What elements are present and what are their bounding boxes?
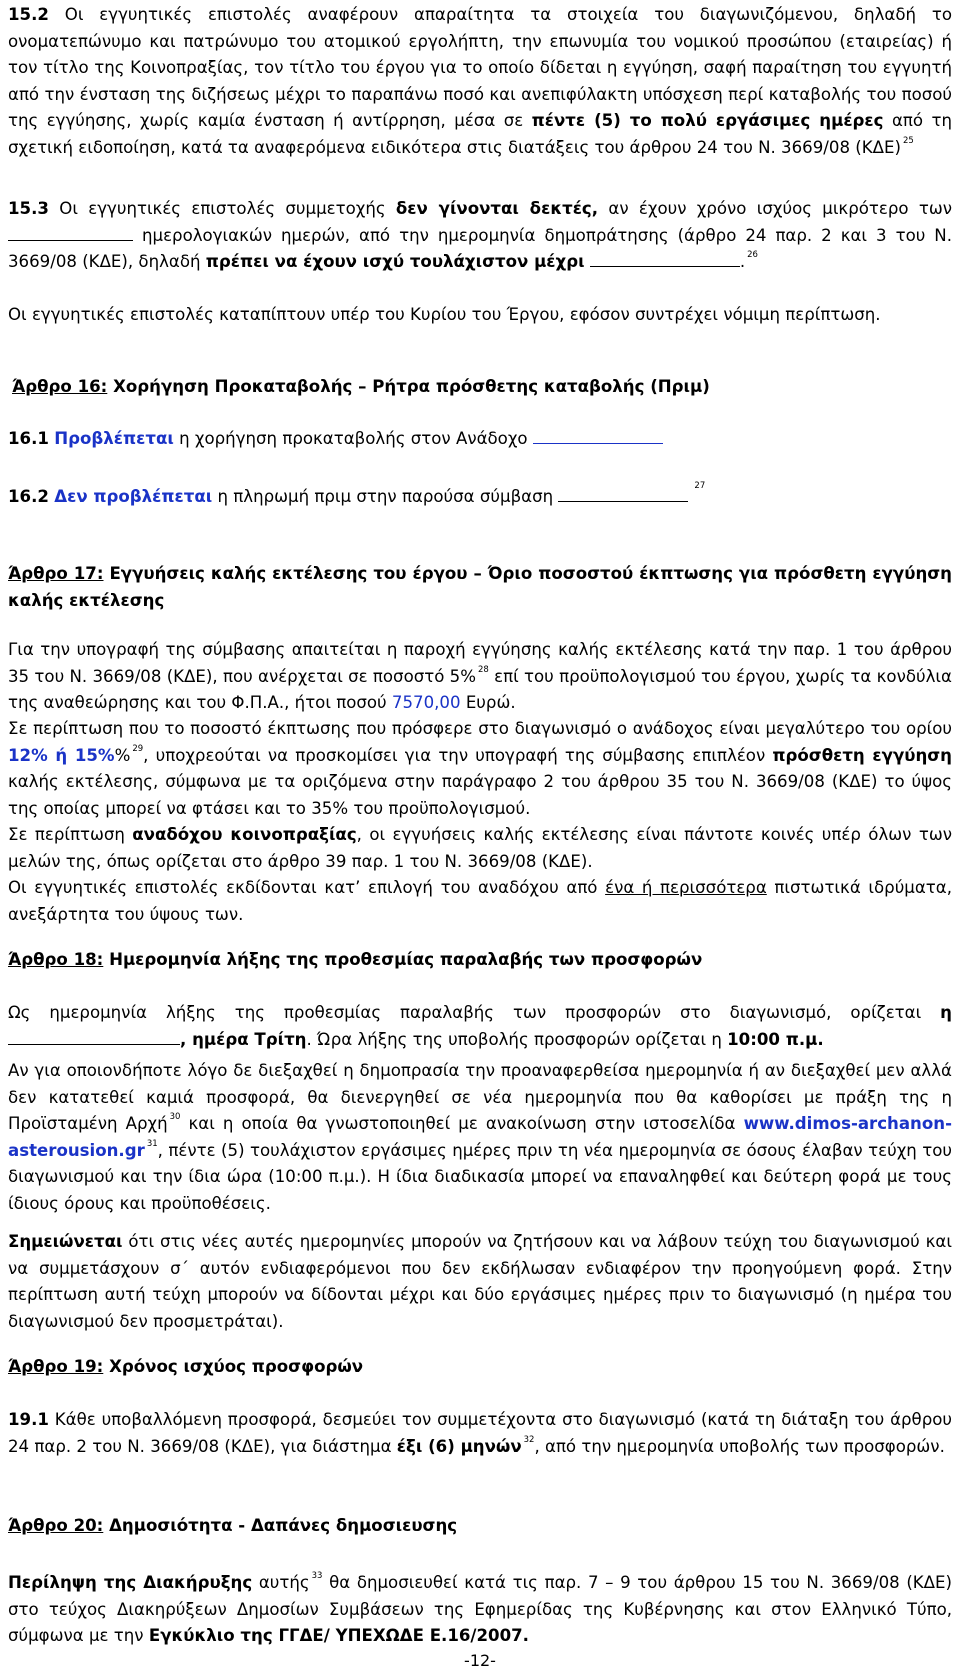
blank-days (8, 224, 133, 241)
paragraph-15-3-forfeit: Οι εγγυητικές επιστολές καταπίπτουν υπέρ του Κυρίου του Έργου, εφόσον συντρέχει νόμιμη περίπτωση. (8, 305, 881, 324)
footnote-ref-29: 29 (132, 743, 144, 754)
website-link[interactable]: www.dimos-archanon-asterousion.gr (8, 1114, 952, 1160)
paragraph-18-3: Σημειώνεται ότι στις νέες αυτές ημερομηνίες μπορούν να ζητήσουν και να λάβουν τεύχη του διαγωνισμού και να συμμετάσχουν σ΄ αυτόν ενδιαφερόμενοι που δεν εκδήλωσαν ενδιαφέρον την προηγούμενη φορά. Στην περίπτωση αυτή τεύχη μπορούν να δίδονται μέχρι και δύο εργάσιμες ημέρες πριν το διαγωνισμό (η ημέρα του διαγωνισμού δεν προσμετράται). (8, 1232, 952, 1331)
blank-advance (533, 427, 663, 444)
paragraph-17-4: Οι εγγυητικές επιστολές εκδίδονται κατ’ επιλογή του αναδόχου από ένα ή περισσότερα πιστωτικά ιδρύματα, ανεξάρτητα του ύψους των. (8, 878, 952, 924)
page-number: -12- (464, 1651, 496, 1670)
blank-deadline-date (8, 1028, 180, 1045)
footnote-ref-28: 28 (478, 664, 489, 675)
article-20-heading: Άρθρο 20: Δημοσιότητα - Δαπάνες δημοσιευσης (8, 1516, 458, 1535)
footnote-ref-26: 26 (747, 250, 758, 260)
paragraph-20-1: Περίληψη της Διακήρυξης αυτής $^{33}$ θα δημοσιευθεί κατά τις παρ. 7 – 9 του άρθρου 15 του Ν. 3669/08 (ΚΔΕ) στο τεύχος Διακηρύξεων Δημοσίων Συμβάσεων της Εφημερίδας της Κυβέρνησης και στον Ελληνικό Τύπο, σύμφωνα με την Εγκύκλιο της ΓΓΔΕ/ ΥΠΕΧΩΔΕ Ε.16/2007. (8, 1571, 952, 1645)
footnote-ref-30: 30 (169, 1112, 181, 1122)
article-19-heading: Άρθρο 19: Χρόνος ισχύος προσφορών (8, 1357, 364, 1376)
footnote-ref-31: 31 (146, 1138, 158, 1149)
blank-bonus (558, 485, 688, 502)
footnote-ref-32: 32 (523, 1434, 535, 1445)
paragraph-18-1: Ως ημερομηνία λήξης της προθεσμίας παραλαβής των προσφορών στο διαγωνισμό, ορίζεται η , ημέρα Τρίτη. Ώρα λήξης της υποβολής προσφορών ορίζεται η 10:00 π.μ. (8, 1003, 952, 1049)
paragraph-15-2: 15.2 Οι εγγυητικές επιστολές αναφέρουν απαραίτητα τα στοιχεία του διαγωνιζόμενου, δηλαδή το ονοματεπώνυμο και πατρώνυμο του ατομικού εργολήπτη, την επωνυμία του νομικού προσώπου (εταιρείας) ή τον τίτλο της Κοινοπραξίας, τον τίτλο του έργου για το οποίο δίδεται η εγγύηση, σαφή παραίτηση του εγγυητή από την ένσταση της διζήσεως μέχρι το παραπάνω ποσό και ανεπιφύλακτη υπόσχεση περί καταβολής του ποσού της εγγύησης, χωρίς καμία ένσταση ή αντίρρηση, μέσα σε πέντε (5) το πολύ εργάσιμες ημέρες από τη σχετική ειδοποίηση, κατά τα αναφερόμενα ειδικότερα στις διατάξεις του άρθρου 24 του Ν. 3669/08 (ΚΔΕ) $^{25}$ (8, 5, 952, 157)
amount-value: 7570,00 (391, 693, 461, 712)
paragraph-16-2: 16.2 Δεν προβλέπεται η πληρωμή πριμ στην παρούσα σύμβαση $^{27}$ (8, 481, 706, 506)
blank-validity-date (590, 250, 740, 267)
footnote-ref-25: 25 (902, 135, 914, 146)
article-17-heading: Άρθρο 17: Εγγυήσεις καλής εκτέλεσης του έργου – Όριο ποσοστού έκπτωσης για πρόσθετη εγγύηση καλής εκτέλεσης (8, 564, 952, 610)
paragraph-18-2: Αν για οποιονδήποτε λόγο δε διεξαχθεί η δημοπρασία την προαναφερθείσα ημερομηνία ή αν διεξαχθεί μεν αλλά δεν κατατεθεί καμιά προσφορά, θα διενεργηθεί σε νέα ημερομηνία που θα καθορίσει με πράξη της η Προϊσταμένη Αρχή $^{30}$ και η οποία θα γνωστοποιηθεί με ανακοίνωση στην ιστοσελίδα www.dimos-archanon-asterousion.gr $^{31}$, πέντε (5) τουλάχιστον εργάσιμες ημέρες πριν τη νέα ημερομηνία σε όσους έλαβαν τεύχη του διαγωνισμού και την ίδια ώρα (10:00 π.μ.). Η ίδια διαδικασία μπορεί να επαναληφθεί και δεύτερη φορά με τους ίδιους όρους και προϋποθέσεις. (8, 1061, 952, 1213)
article-18-heading: Άρθρο 18: Ημερομηνία λήξης της προθεσμίας παραλαβής των προσφορών (8, 950, 703, 969)
footnote-ref-27: 27 (694, 481, 706, 491)
paragraph-17-2: Σε περίπτωση που το ποσοστό έκπτωσης που πρόσφερε στο διαγωνισμό ο ανάδοχος είναι μεγαλύτερο του ορίου 12% ή 15%% $^{29}$, υποχρεούται να προσκομίσει για την υπογραφή της σύμβασης επιπλέον πρόσθετη εγγύηση καλής εκτέλεσης, σύμφωνα με τα οριζόμενα στην παράγραφο 2 του άρθρου 35 του Ν. 3669/08 (ΚΔΕ) το ύψος της οποίας μπορεί να φτάσει και το 35% του προϋπολογισμού. (8, 719, 952, 818)
article-16-heading: Άρθρο 16: Χορήγηση Προκαταβολής – Ρήτρα πρόσθετης καταβολής (Πριμ) (12, 377, 710, 396)
paragraph-19-1: 19.1 Κάθε υποβαλλόμενη προσφορά, δεσμεύει τον συμμετέχοντα στο διαγωνισμό (κατά τη διάταξη του άρθρου 24 παρ. 2 του Ν. 3669/08 (ΚΔΕ), για διάστημα έξι (6) μηνών $^{32}$, από την ημερομηνία υποβολής των προσφορών. (8, 1410, 952, 1456)
paragraph-17-1: Για την υπογραφή της σύμβασης απαιτείται η παροχή εγγύησης καλής εκτέλεσης κατά την παρ. 1 του άρθρου 35 του Ν. 3669/08 (ΚΔΕ), που ανέρχεται σε ποσοστό 5% $^{28}$ επί του προϋπολογισμού του έργου, χωρίς τα κονδύλια της αναθεώρησης και του Φ.Π.Α., ήτοι ποσού 7570,00 Ευρώ. (8, 640, 952, 712)
paragraph-16-1: 16.1 Προβλέπεται η χορήγηση προκαταβολής στον Ανάδοχο (8, 426, 952, 453)
paragraph-15-3: 15.3 Οι εγγυητικές επιστολές συμμετοχής δεν γίνονται δεκτές, αν έχουν χρόνο ισχύος μικρότερο των ημερολογιακών ημερών, από την ημερομηνία δημοπράτησης (άρθρο 24 παρ. 2 και 3 του Ν. 3669/08 (ΚΔΕ), δηλαδή πρέπει να έχουν ισχύ τουλάχιστον μέχρι . $^{26}$ (8, 199, 952, 271)
paragraph-17-3: Σε περίπτωση αναδόχου κοινοπραξίας, οι εγγυήσεις καλής εκτέλεσης είναι πάντοτε κοινές υπέρ όλων των μελών της, όπως ορίζεται στο άρθρο 39 παρ. 1 του Ν. 3669/08 (ΚΔΕ). (8, 825, 952, 871)
footnote-ref-33: 33 (311, 1571, 323, 1581)
